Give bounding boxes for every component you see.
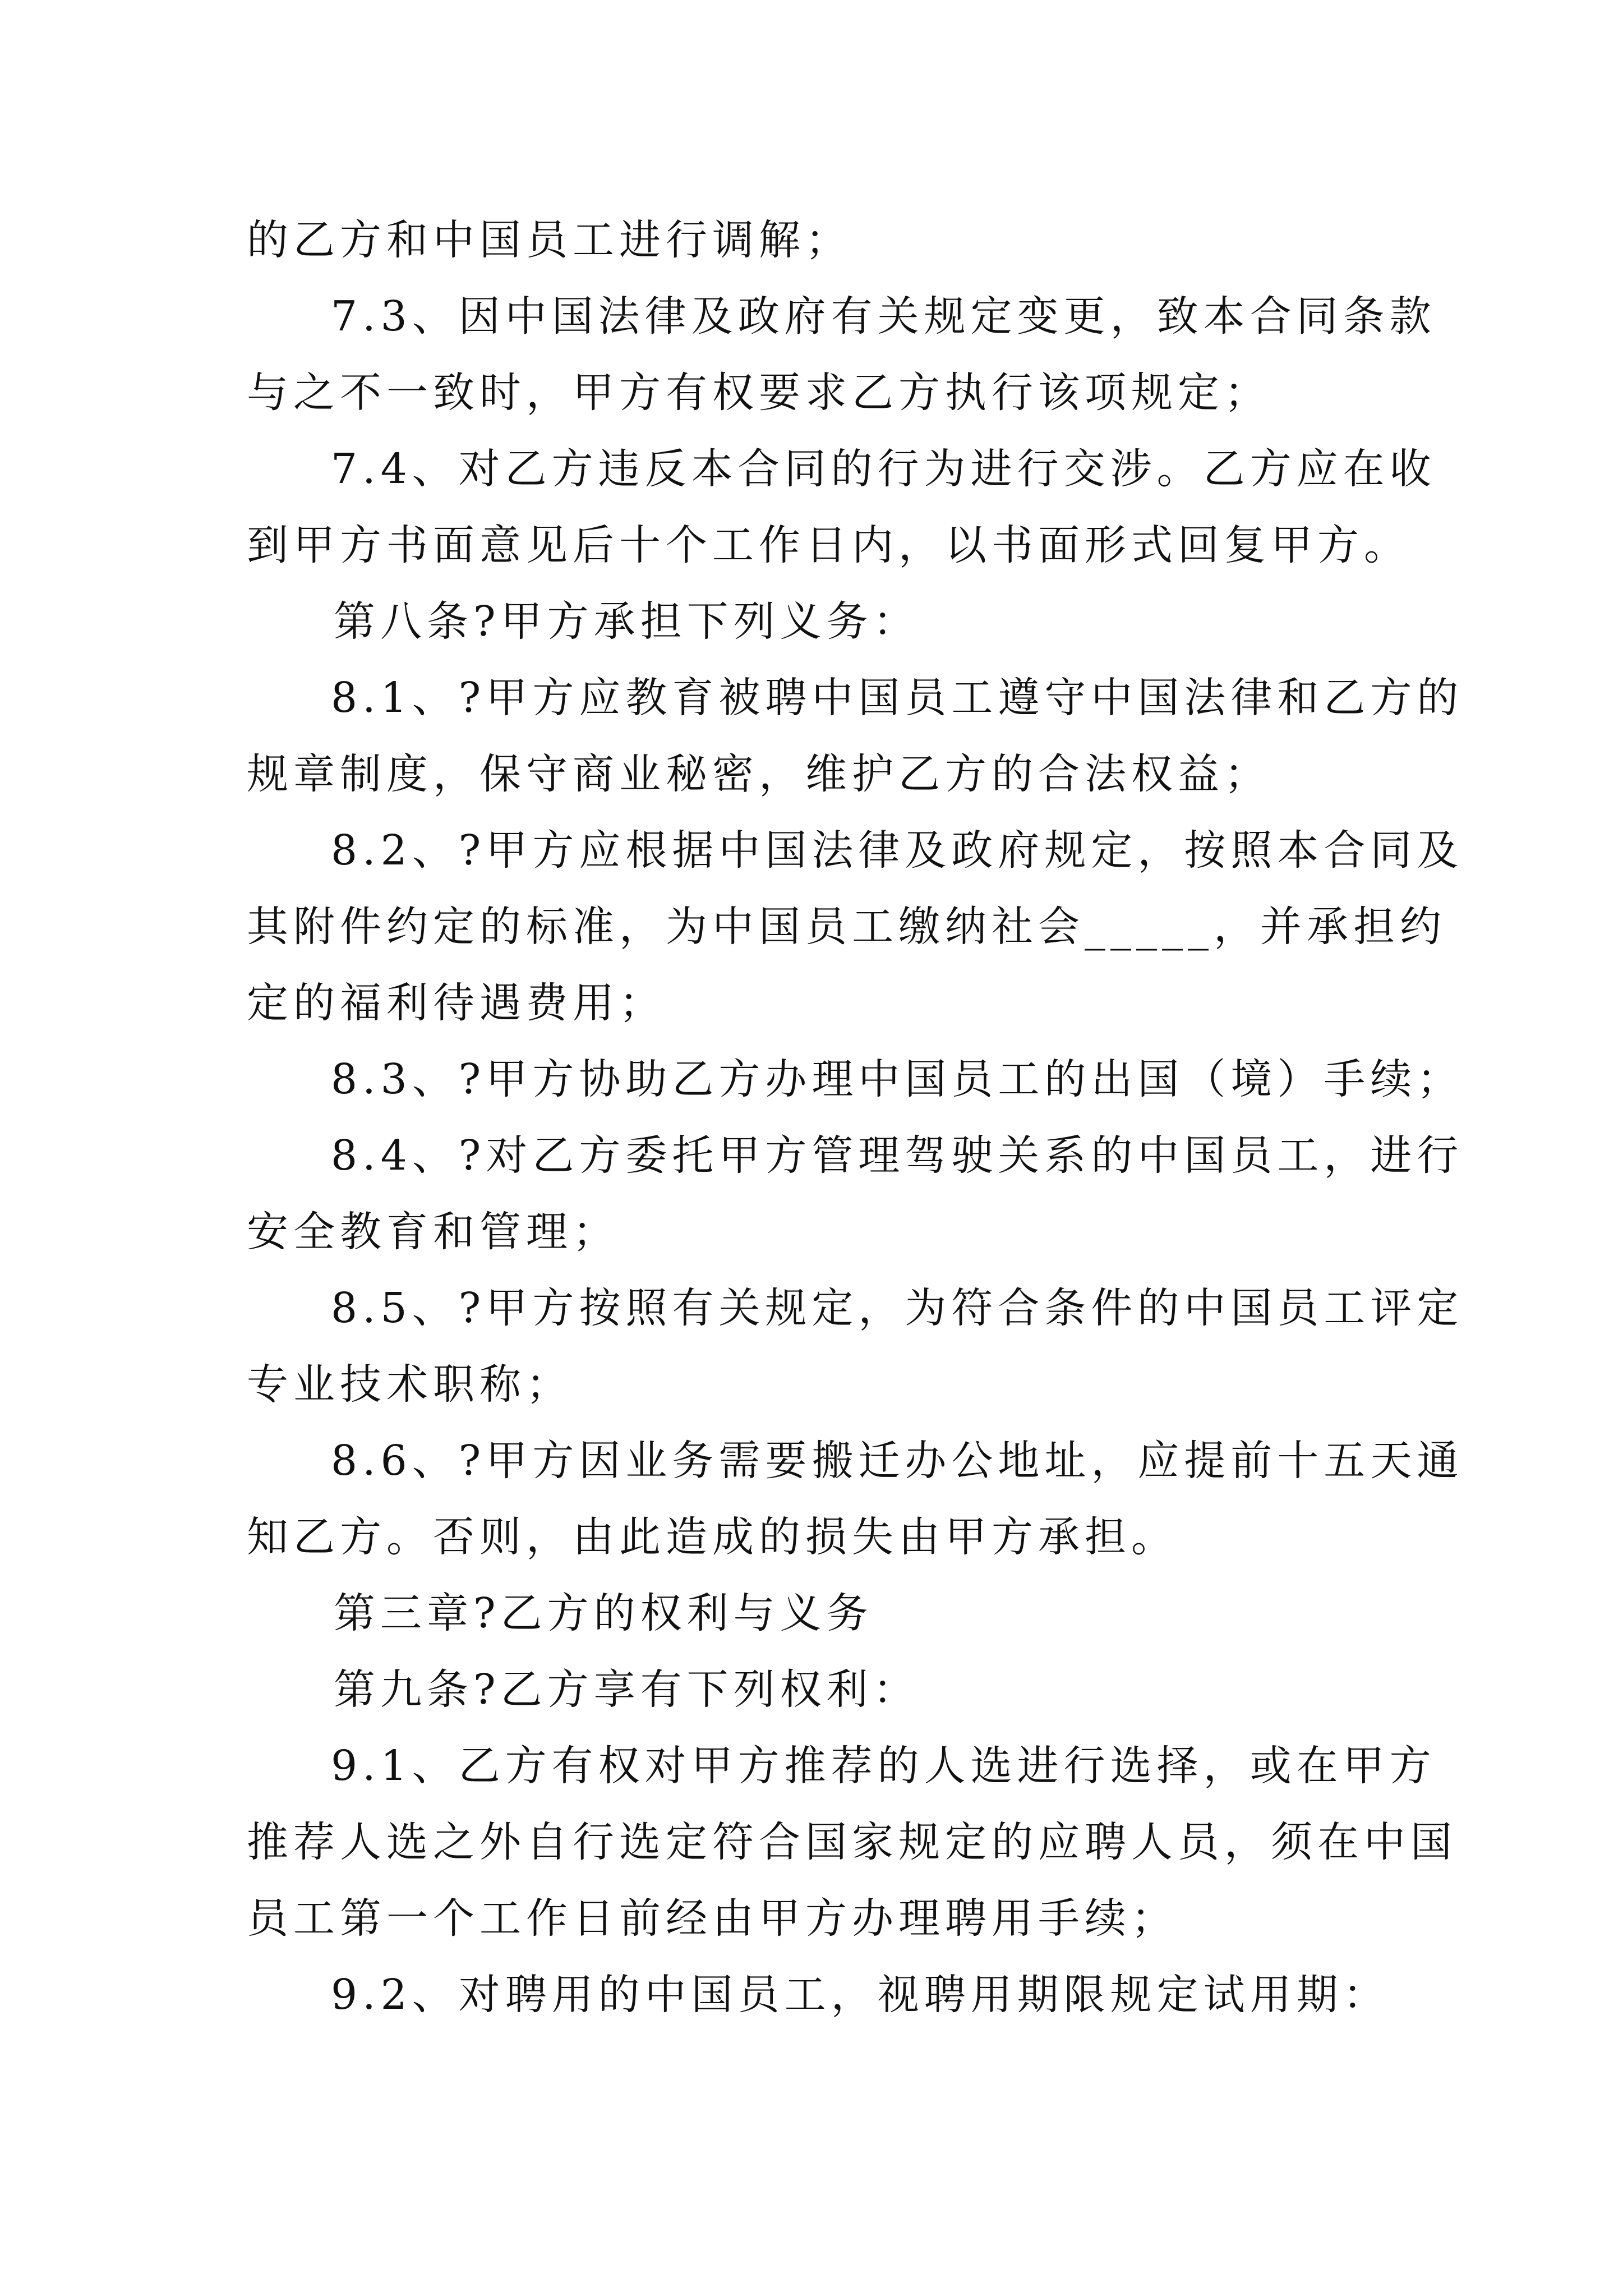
text-line: 规章制度，保守商业秘密，维护乙方的合法权益； [247, 750, 1271, 798]
text-line: 到甲方书面意见后十个工作日内，以书面形式回复甲方。 [247, 521, 1410, 569]
text-line: 推荐人选之外自行选定符合国家规定的应聘人员，须在中国 [247, 1818, 1457, 1866]
text-line: 知乙方。否则，由此造成的损失由甲方承担。 [247, 1513, 1178, 1561]
text-line: 定的福利待遇费用； [247, 979, 666, 1027]
clause-7-3: 7.3、因中国法律及政府有关规定变更，致本合同条款 [331, 292, 1436, 341]
text-line: 的乙方和中国员工进行调解； [247, 216, 852, 264]
text-line: 员工第一个工作日前经由甲方办理聘用手续； [247, 1894, 1178, 1943]
chapter-3-heading: 第三章?乙方的权利与义务 [334, 1589, 873, 1637]
article-8-heading: 第八条?甲方承担下列义务： [334, 597, 920, 646]
text-line: 与之不一致时，甲方有权要求乙方执行该项规定； [247, 369, 1271, 417]
clause-9-2: 9.2、对聘用的中国员工，视聘用期限规定试用期： [331, 1971, 1390, 2019]
document-body [247, 202, 1464, 2033]
text-line: 其附件约定的标准，为中国员工缴纳社会_____，并承担约 [247, 903, 1446, 951]
clause-8-3: 8.3、?甲方协助乙方办理中国员工的出国（境）手续； [331, 1055, 1464, 1103]
clause-8-6: 8.6、?甲方因业务需要搬迁办公地址，应提前十五天通 [331, 1437, 1464, 1485]
clause-8-2: 8.2、?甲方应根据中国法律及政府规定，按照本合同及 [331, 826, 1464, 875]
clause-8-1: 8.1、?甲方应教育被聘中国员工遵守中国法律和乙方的 [331, 674, 1464, 722]
text-line: 专业技术职称； [247, 1360, 573, 1409]
clause-7-4: 7.4、对乙方违反本合同的行为进行交涉。乙方应在收 [331, 445, 1436, 493]
article-9-heading: 第九条?乙方享有下列权利： [334, 1665, 920, 1714]
clause-8-4: 8.4、?对乙方委托甲方管理驾驶关系的中国员工，进行 [331, 1131, 1464, 1180]
text-line: 安全教育和管理； [247, 1208, 619, 1256]
clause-9-1: 9.1、乙方有权对甲方推荐的人选进行选择，或在甲方 [331, 1742, 1436, 1790]
clause-8-5: 8.5、?甲方按照有关规定，为符合条件的中国员工评定 [331, 1284, 1464, 1332]
